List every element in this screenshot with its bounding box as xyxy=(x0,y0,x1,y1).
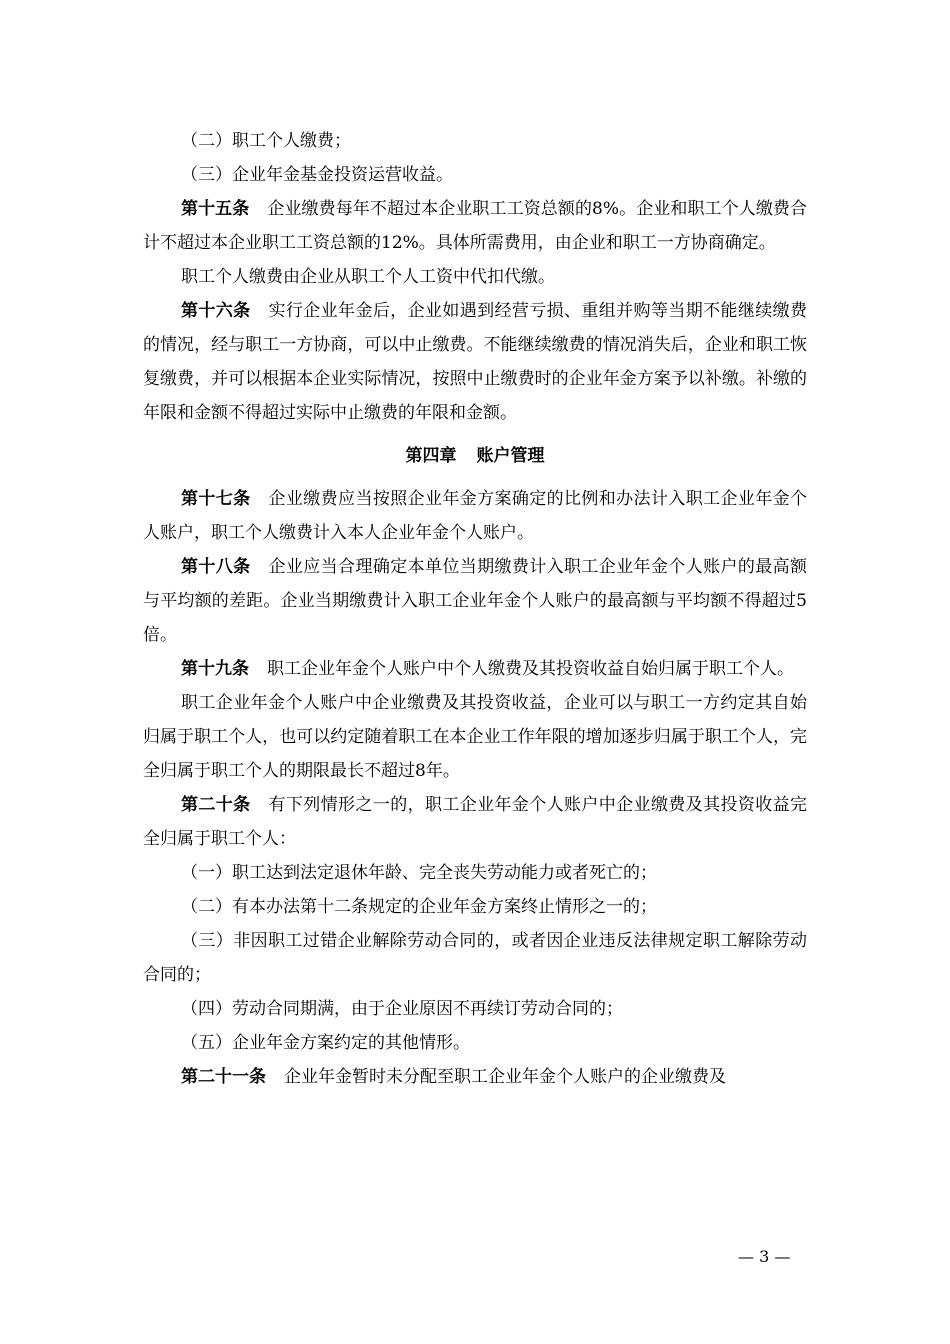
paragraph-text: 企业缴费应当按照企业年金方案确定的比例和办法计入职工企业年金个人账户，职工个人缴费计入本人企业年金个人账户。 xyxy=(143,489,808,543)
paragraph-text: 实行企业年金后，企业如遇到经营亏损、重组并购等当期不能继续缴费的情况，经与职工一方协商，可以中止缴费。不能继续缴费的情况消失后，企业和职工恢复缴费，并可以根据本企业实际情况，按照中止缴费时的企业年金方案予以补缴。补缴的年限和金额不得超过实际中止缴费的年限和金额。 xyxy=(143,301,808,423)
paragraph-text: （二）职工个人缴费； xyxy=(181,131,351,151)
list-item-5 xyxy=(143,1026,807,1060)
article-21 xyxy=(143,1060,807,1094)
list-item-3 xyxy=(143,924,807,992)
article-heading: 第十六条 xyxy=(181,301,251,321)
chapter-number: 第四章 xyxy=(405,446,457,466)
body-text xyxy=(143,124,807,1094)
paragraph-text: （五）企业年金方案约定的其他情形。 xyxy=(181,1033,470,1053)
list-item-4 xyxy=(143,992,807,1026)
article-15 xyxy=(143,192,807,260)
article-heading: 第十五条 xyxy=(181,199,250,219)
page-number: — 3 — xyxy=(738,1247,791,1266)
article-heading: 第二十条 xyxy=(181,795,251,815)
paragraph-p2 xyxy=(143,158,807,192)
chapter-heading xyxy=(143,439,807,473)
paragraph-text: 企业应当合理确定本单位当期缴费计入职工企业年金个人账户的最高额与平均额的差距。企业当期缴费计入职工企业年金个人账户的最高额与平均额不得超过5倍。 xyxy=(143,557,808,645)
paragraph-text: （三）企业年金基金投资运营收益。 xyxy=(181,165,453,185)
article-17 xyxy=(143,482,807,550)
list-item-1 xyxy=(143,856,807,890)
article-heading: 第十七条 xyxy=(181,489,251,509)
paragraph-text: 企业年金暂时未分配至职工企业年金个人账户的企业缴费及 xyxy=(284,1067,726,1087)
paragraph-text: （三）非因职工过错企业解除劳动合同的，或者因企业违反法律规定职工解除劳动合同的； xyxy=(143,931,807,985)
paragraph-text: 职工企业年金个人账户中个人缴费及其投资收益自始归属于职工个人。 xyxy=(267,659,794,679)
chapter-title: 账户管理 xyxy=(476,446,545,466)
article-19 xyxy=(143,652,807,686)
paragraph-p1 xyxy=(143,124,807,158)
paragraph-p4 xyxy=(143,260,807,294)
paragraph-text: 有下列情形之一的，职工企业年金个人账户中企业缴费及其投资收益完全归属于职工个人： xyxy=(143,795,808,849)
article-16 xyxy=(143,294,807,430)
article-heading: 第二十一条 xyxy=(181,1067,266,1087)
article-20 xyxy=(143,788,807,856)
paragraph-text: 职工个人缴费由企业从职工个人工资中代扣代缴。 xyxy=(181,267,555,287)
list-item-2 xyxy=(143,890,807,924)
article-heading: 第十八条 xyxy=(181,557,251,577)
paragraph-text: 企业缴费每年不超过本企业职工工资总额的8%。企业和职工个人缴费合计不超过本企业职工工资总额的12%。具体所需费用，由企业和职工一方协商确定。 xyxy=(143,199,808,253)
paragraph-text: （四）劳动合同期满，由于企业原因不再续订劳动合同的； xyxy=(181,999,623,1019)
article-heading: 第十九条 xyxy=(181,659,249,679)
article-18 xyxy=(143,550,807,652)
paragraph-text: （二）有本办法第十二条规定的企业年金方案终止情形之一的； xyxy=(181,897,657,917)
paragraph-text: 职工企业年金个人账户中企业缴费及其投资收益，企业可以与职工一方约定其自始归属于职工个人，也可以约定随着职工在本企业工作年限的增加逐步归属于职工个人，完全归属于职工个人的期限最长不超过8年。 xyxy=(143,693,807,781)
paragraph-p9 xyxy=(143,686,807,788)
paragraph-text: （一）职工达到法定退休年龄、完全丧失劳动能力或者死亡的； xyxy=(181,863,657,883)
